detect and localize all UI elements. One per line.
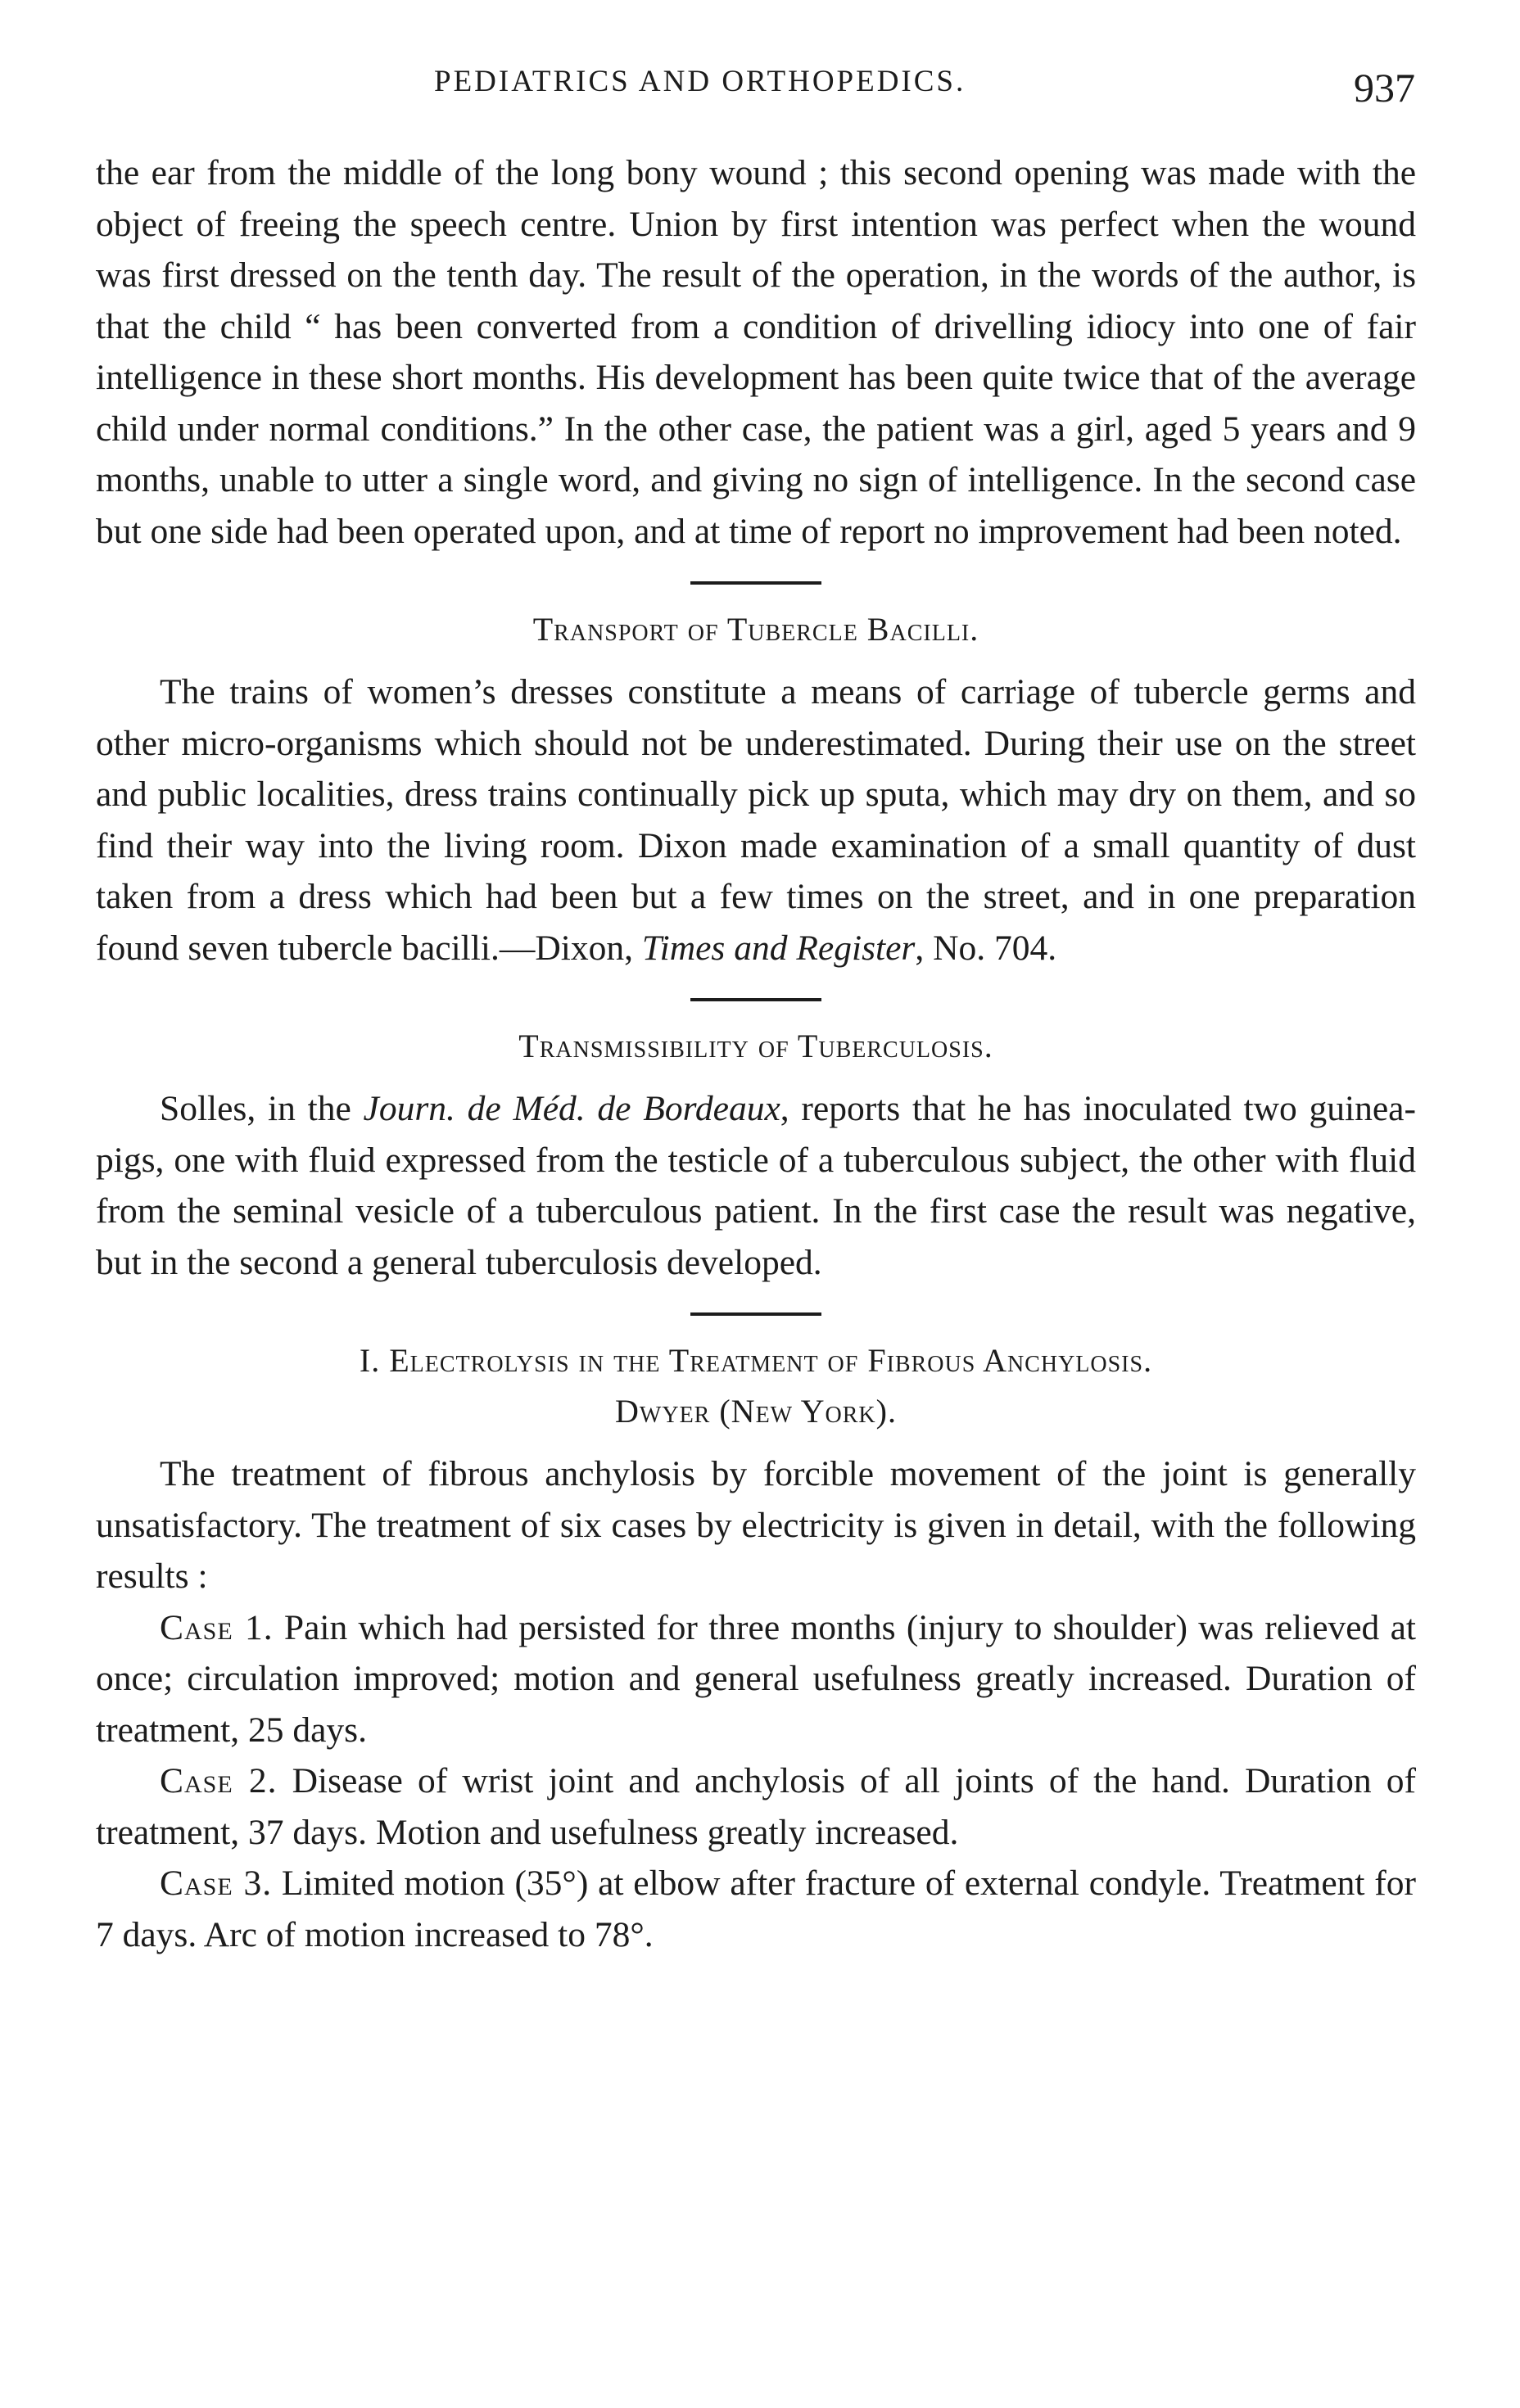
heading-electrolysis-author: Dwyer (New York). xyxy=(615,1393,897,1430)
heading-electrolysis-title: I. Electrolysis in the Treatment of Fibrous Anchylosis. xyxy=(359,1342,1153,1379)
section-divider xyxy=(690,581,821,585)
page-number: 937 xyxy=(1354,65,1415,111)
case-label: Case 2. xyxy=(160,1761,278,1800)
section-divider xyxy=(690,998,821,1001)
case-paragraph xyxy=(96,1602,1416,1756)
paragraph-transmissibility-text: Solles, in the xyxy=(160,1089,364,1128)
heading-transmissibility: Transmissibility of Tuberculosis. xyxy=(518,1028,993,1064)
section-divider xyxy=(690,1312,821,1316)
paragraph-transport-text: The trains of women’s dresses constitute a means of carriage of tubercle germs and other micro-organisms which should not be underestimated. During their use on the street and public localities, dress trains continually pick up sputa, which may dry on them, and so find their way into the living room. Dixon made examination of a small quantity of dust taken from a dress which had been but a few times on the street, and in one preparation found seven tubercle bacilli.—Dixon, xyxy=(96,672,1416,968)
citation-journ-de-med: Journ. de Méd. de Bordeaux xyxy=(363,1089,780,1128)
case-label: Case 3. xyxy=(160,1864,273,1903)
heading-electrolysis xyxy=(96,1335,1416,1437)
heading-transport: Transport of Tubercle Bacilli. xyxy=(532,611,979,648)
paragraph-electrolysis-intro: The treatment of fibrous anchylosis by forcible movement of the joint is generally unsatisfactory. The treatment of six cases by electricity is given in detail, with the following results : xyxy=(96,1454,1416,1596)
running-head xyxy=(0,64,1520,121)
paragraph-transmissibility xyxy=(96,1083,1416,1288)
case-text: Pain which had persisted for three months (injury to shoulder) was relieved at once; circulation improved; motion and general usefulness greatly increased. Duration of treatment, 25 days. xyxy=(96,1607,1416,1750)
running-title: PEDIATRICS AND ORTHOPEDICS. xyxy=(434,65,966,98)
paragraph-transmissibility-end: , reports that he has inoculated two guinea-pigs, one with fluid expressed from the testicle of a tuberculous subject, the other with fluid from the seminal vesicle of a tuberculous patient. In the first case the result was negative, but in the second a general tuberculosis developed. xyxy=(96,1089,1416,1282)
case-text: Disease of wrist joint and anchylosis of all joints of the hand. Duration of treatment, 37 days. Motion and usefulness greatly increased. xyxy=(96,1761,1416,1852)
case-paragraph xyxy=(96,1858,1416,1960)
intro-paragraph: the ear from the middle of the long bony wound ; this second opening was made with the object of freeing the speech centre. Union by first intention was perfect when the wound was first dressed on the tenth day. The result of the operation, in the words of the author, is that the child “ has been converted from a condition of drivelling idiocy into one of fair intelligence in these short months. His development has been quite twice that of the average child under normal conditions.” In the other case, the patient was a girl, aged 5 years and 9 months, unable to utter a single word, and giving no sign of intelligence. In the second case but one side had been operated upon, and at time of report no improvement had been noted. xyxy=(96,153,1416,551)
case-label: Case 1. xyxy=(160,1607,274,1647)
paragraph-transport xyxy=(96,666,1416,974)
case-paragraph xyxy=(96,1755,1416,1858)
body-text xyxy=(96,147,1416,1960)
citation-times-and-register: Times and Register xyxy=(641,928,916,968)
case-text: Limited motion (35°) at elbow after fracture of external condyle. Treatment for 7 days. Arc of motion increased to 78°. xyxy=(96,1864,1416,1954)
paragraph-transport-end: , No. 704. xyxy=(915,928,1057,968)
